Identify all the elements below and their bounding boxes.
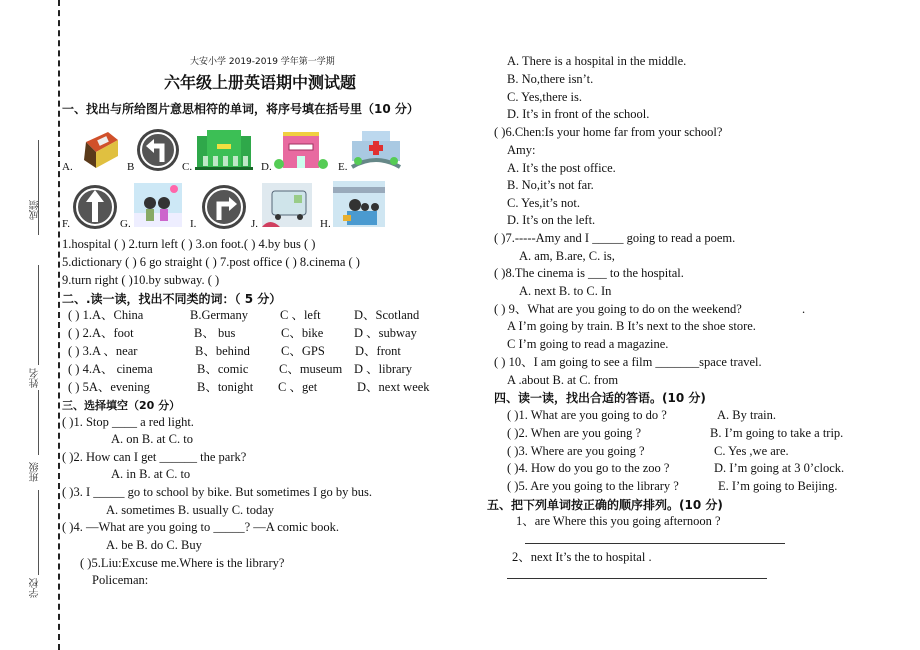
mc-q5-option-c: C. Yes,there is. (507, 90, 583, 104)
answer-b: B. I’m going to take a trip. (710, 426, 844, 440)
turn-left-sign-icon (136, 128, 180, 177)
pic-label-d: D. (261, 161, 272, 173)
score-label: 成绩 (30, 200, 41, 220)
page-title: 六年级上册英语期中测试题 (164, 73, 357, 92)
mc-q5-option-d: D. It’s in front of the school. (507, 107, 650, 121)
pic-label-e: E. (338, 161, 348, 173)
mc-q6-option-c: C. Yes,it’s not. (507, 196, 580, 210)
mc-q9: ( ) 9、What are you going to do on the weekend? (494, 302, 742, 316)
subway-icon (333, 181, 385, 232)
odd-one-q2-b: B、 bus (194, 326, 236, 340)
answer-c: C. Yes ,we are. (714, 444, 789, 458)
turn-right-sign-icon (201, 184, 247, 235)
section5-heading: 五、把下列单词按正确的顺序排列。(10 分) (487, 498, 723, 512)
mc-q4-options: A. be B. do C. Buy (106, 538, 202, 552)
school-label: 学校 (30, 578, 41, 598)
mc-q1: ( )1. Stop ____ a red light. (62, 415, 194, 429)
mc-q2: ( )2. How can I get ______ the park? (62, 450, 247, 464)
pic-label-i: I. (190, 218, 197, 230)
odd-one-q2-d: D 、subway (354, 326, 417, 340)
odd-one-q1-b: B.Germany (190, 308, 248, 322)
mc-q2-options: A. in B. at C. to (111, 467, 191, 481)
mc-q6-option-d: D. It’s on the left. (507, 213, 596, 227)
answer-q5: ( )5. Are you going to the library ? (507, 479, 679, 493)
school-underline (38, 490, 39, 575)
name-underline (38, 265, 39, 365)
mc-q5-speaker: Policeman: (92, 573, 149, 587)
pic-label-g: G. (120, 218, 131, 230)
reorder-item-1: 1、are Where this you going afternoon ? (516, 514, 721, 528)
odd-one-q3: ( ) 3.A 、near (68, 344, 138, 358)
name-label: 姓名 (30, 368, 41, 388)
odd-one-q2: ( ) 2.A、foot (68, 326, 134, 340)
mc-q5-option-b: B. No,there isn’t. (507, 72, 594, 86)
pic-label-c: C. (182, 161, 193, 173)
mc-q1-options: A. on B. at C. to (111, 432, 193, 446)
odd-one-q4: ( ) 4.A、 cinema (68, 362, 153, 376)
cinema-building-icon (273, 128, 329, 175)
mc-q5-option-a: A. There is a hospital in the middle. (507, 54, 687, 68)
answer-q2: ( )2. When are you going ? (507, 426, 642, 440)
mc-q3: ( )3. I _____ go to school by bike. But sometimes I go by bus. (62, 485, 373, 499)
post-office-building-icon (195, 128, 253, 175)
mc-q3-options: A. sometimes B. usually C. today (106, 503, 275, 517)
answer-q4: ( )4. How do you go to the zoo ? (507, 461, 670, 475)
mc-q8: ( )8.The cinema is ___ to the hospital. (494, 266, 684, 280)
section4-heading: 四、读一读，找出合适的答语。(10 分) (494, 391, 706, 405)
mc-q9-options-2: C I’m going to read a magazine. (507, 337, 669, 351)
answer-q1: ( )1. What are you going to do ? (507, 408, 667, 422)
odd-one-q3-c: C、GPS (281, 344, 325, 358)
odd-one-q3-b: B、behind (195, 344, 250, 358)
answer-e: E. I’m going to Beijing. (718, 479, 838, 493)
go-straight-sign-icon (72, 184, 118, 235)
reorder-answer-line-2[interactable] (507, 578, 767, 579)
mc-q9-trail: . (802, 302, 806, 316)
mc-q5: ( )5.Liu:Excuse me.Where is the library? (80, 556, 285, 570)
odd-one-q4-d: D 、library (354, 362, 412, 376)
pic-label-a: A. (62, 161, 73, 173)
match-line-1: 1.hospital ( ) 2.turn left ( ) 3.on foot.( ) 4.by bus ( ) (62, 237, 316, 251)
pic-label-b: B (127, 161, 135, 173)
odd-one-q5-d: D、next week (357, 380, 430, 394)
odd-one-q1-d: D、Scotland (354, 308, 420, 322)
odd-one-q1-c: C 、left (280, 308, 321, 322)
odd-one-q3-d: D、front (355, 344, 401, 358)
dictionary-book-icon (78, 130, 120, 175)
class-underline (38, 390, 39, 455)
answer-a: A. By train. (717, 408, 777, 422)
odd-one-q4-b: B、comic (197, 362, 249, 376)
mc-q6-option-a: A. It’s the post office. (507, 161, 616, 175)
mc-q8-options: A. next B. to C. In (519, 284, 612, 298)
odd-one-q4-c: C、museum (279, 362, 343, 376)
answer-q3: ( )3. Where are you going ? (507, 444, 645, 458)
hospital-building-icon (348, 125, 404, 175)
reorder-item-2: 2、next It’s the to hospital . (512, 550, 652, 564)
school-term: 大安小学 2019-2019 学年第一学期 (190, 57, 335, 67)
mc-q10: ( ) 10、I am going to see a film _______space travel. (494, 355, 762, 369)
section3-heading: 三、选择填空（20 分） (62, 399, 181, 412)
odd-one-q5: ( ) 5A、evening (68, 380, 150, 394)
mc-q6: ( )6.Chen:Is your home far from your school? (494, 125, 723, 139)
odd-one-q5-b: B、tonight (197, 380, 254, 394)
answer-d: D. I’m going at 3 0’clock. (714, 461, 845, 475)
pic-label-f: F. (62, 218, 70, 230)
match-line-2: 5.dictionary ( ) 6 go straight ( ) 7.post office ( ) 8.cinema ( ) (62, 255, 360, 269)
section2-heading: 二、.读一读，找出不同类的词：（ 5 分） (62, 292, 282, 306)
mc-q7-options: A. am, B.are, C. is, (519, 249, 615, 263)
score-underline (38, 140, 39, 235)
reorder-answer-line-1[interactable] (525, 543, 785, 544)
odd-one-q2-c: C、bike (281, 326, 324, 340)
class-label: 班级 (30, 462, 41, 482)
cut-line (58, 0, 60, 650)
children-walking-icon (134, 183, 182, 232)
bus-icon (262, 183, 312, 232)
section1-heading: 一、找出与所给图片意思相符的单词，将序号填在括号里（10 分） (62, 102, 419, 116)
pic-label-h: H. (320, 218, 331, 230)
mc-q9-options-1: A I’m going by train. B It’s next to the shoe store. (507, 319, 756, 333)
mc-q6-option-b: B. No,it’s not far. (507, 178, 594, 192)
odd-one-q1: ( ) 1.A、China (68, 308, 144, 322)
odd-one-q5-c: C 、get (278, 380, 318, 394)
mc-q4: ( )4. —What are you going to _____? —A comic book. (62, 520, 340, 534)
pic-label-j: J. (251, 218, 259, 230)
mc-q6-speaker: Amy: (507, 143, 536, 157)
match-line-3: 9.turn right ( )10.by subway. ( ) (62, 273, 220, 287)
mc-q7: ( )7.-----Amy and I _____ going to read a poem. (494, 231, 736, 245)
mc-q10-options: A .about B. at C. from (507, 373, 619, 387)
